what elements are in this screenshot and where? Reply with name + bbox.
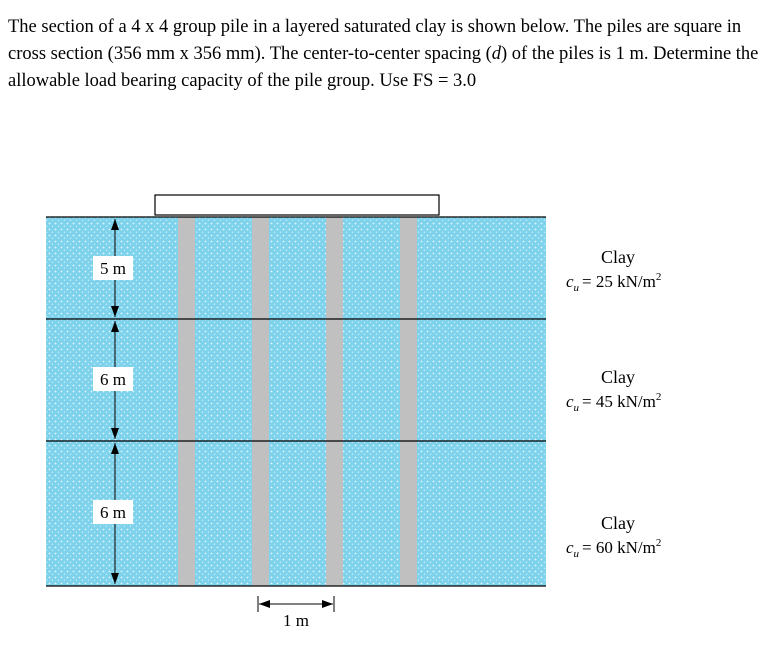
pile-cap [155, 195, 439, 215]
layer-2-cu: $c_u = 45$ $kN/m^2$ [566, 391, 662, 414]
layer-3-thickness-label: 6 m [100, 503, 126, 522]
layer-1-cu: $c_u = 25$ $kN/m^2$ [566, 271, 662, 294]
layer-3-soil-type: Clay [601, 513, 635, 533]
spacing-symbol: d [491, 44, 501, 64]
pile-4 [400, 217, 417, 586]
problem-text-part-1: The section of a 4 x 4 group pile in a layered saturated clay is shown below. The piles are square in cross section (356 mm x 356 mm). The center-to-center spacing ( [8, 17, 742, 64]
problem-text-part-2: ) of the piles is 1 m. Determine the allowable load bearing capacity of the pile group. Use FS = 3.0 [8, 44, 759, 91]
layer-2-soil-type: Clay [601, 367, 635, 387]
layer-3-cu: $c_u = 60$ $kN/m^2$ [566, 537, 662, 560]
spacing-dimension [258, 596, 334, 612]
layer-2-thickness-label: 6 m [100, 370, 126, 389]
pile-3 [326, 217, 343, 586]
pile-1 [178, 217, 195, 586]
layer-1-soil-type: Clay [601, 247, 635, 267]
spacing-label: 1 m [283, 611, 309, 630]
pile-2 [252, 217, 269, 586]
layer-1-thickness-label: 5 m [100, 259, 126, 278]
